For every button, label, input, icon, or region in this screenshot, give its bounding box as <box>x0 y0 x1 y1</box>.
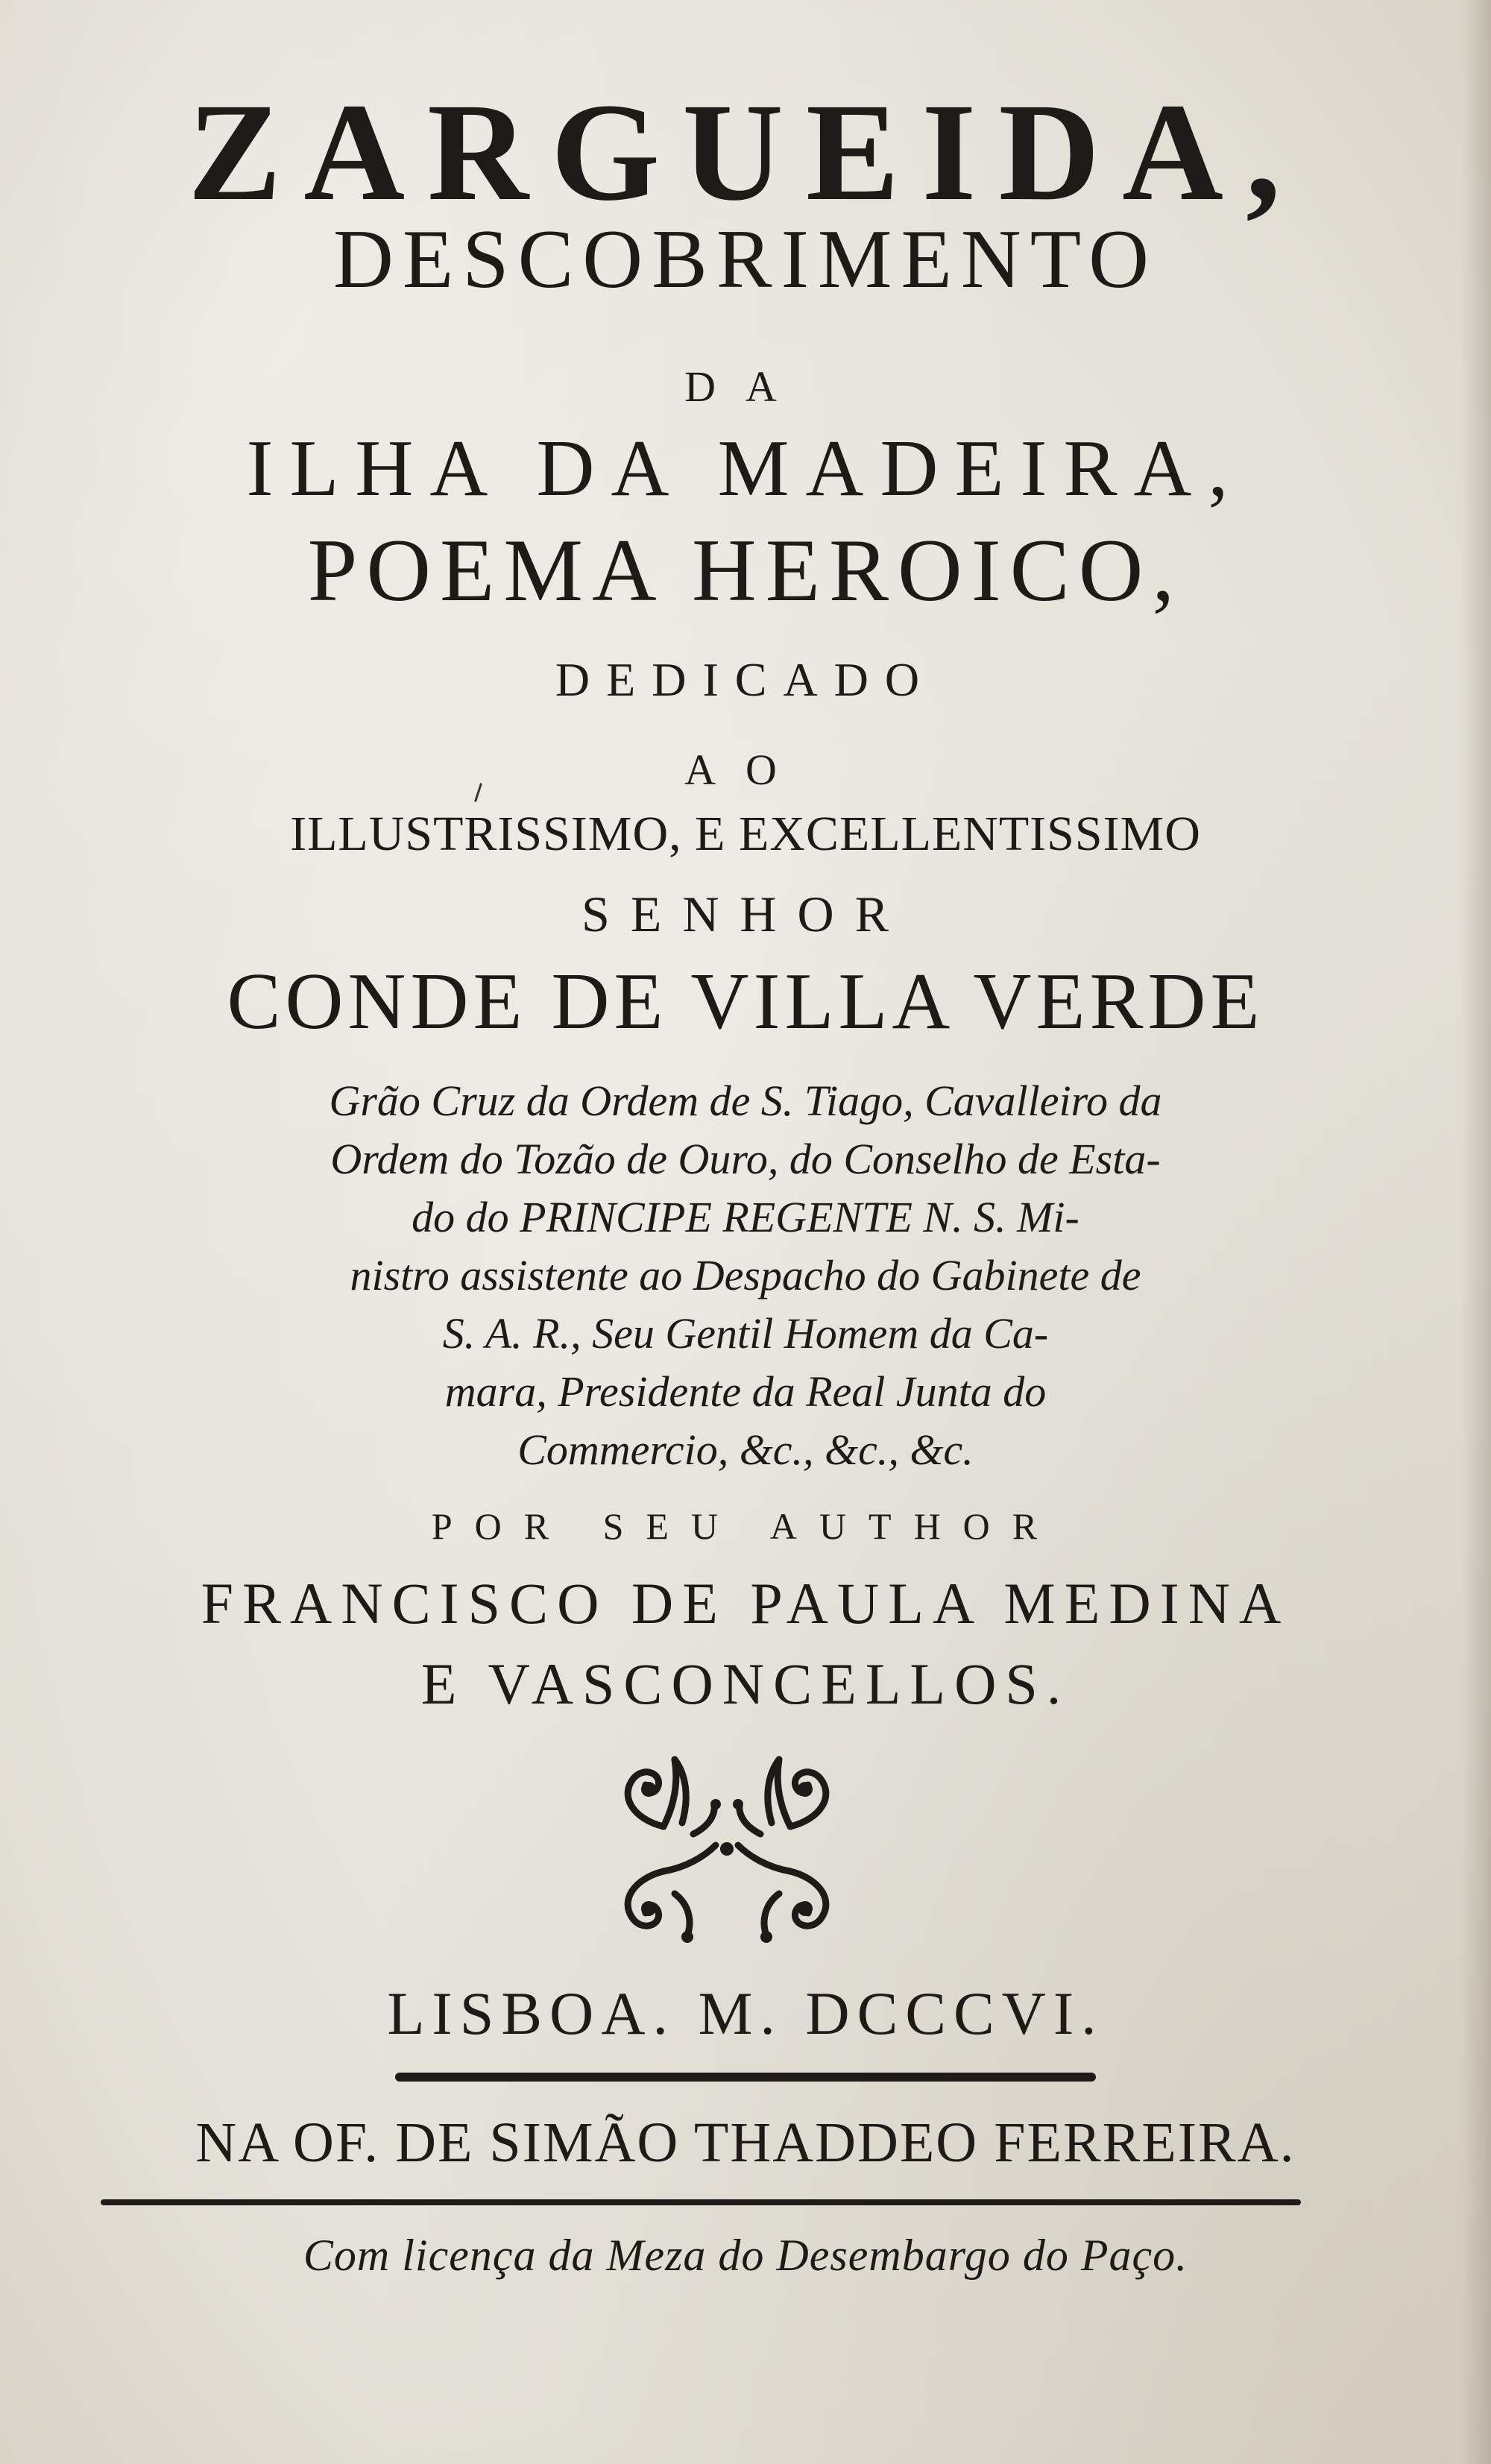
subtitle-ilha-da-madeira: ILHA DA MADEIRA, <box>246 424 1245 513</box>
imprint-printer: NA OF. DE SIMÃO THADDEO FERREIRA. <box>195 2111 1296 2174</box>
dedicatee-titles-line: do do PRINCIPE REGENTE N. S. Mi- <box>412 1193 1079 1241</box>
dedication-dedicado: DEDICADO <box>555 653 936 706</box>
dedicatee-titles-line: Grão Cruz da Ordem de S. Tiago, Cavalleiro da <box>329 1077 1162 1125</box>
dedication-honorific: ILLUSTRISSIMO, E EXCELLENTISSIMO <box>290 807 1201 861</box>
dedicatee-titles-line: nistro assistente ao Despacho do Gabinete de <box>350 1251 1141 1299</box>
dedication-senhor: SENHOR <box>581 886 910 942</box>
subtitle-da: DA <box>684 362 807 411</box>
dedicatee-titles-line: Commercio, &c., &c., &c. <box>517 1425 974 1474</box>
dedicatee-titles-line: Ordem do Tozão de Ouro, do Conselho de Esta- <box>330 1135 1161 1183</box>
book-title: ZARGUEIDA, <box>187 74 1304 230</box>
dedicatee-name: CONDE DE VILLA VERDE <box>227 957 1264 1046</box>
author-byline: POR SEU AUTHOR <box>431 1505 1060 1547</box>
dedicatee-titles-line: S. A. R., Seu Gentil Homem da Ca- <box>442 1309 1049 1358</box>
subtitle-poema-heroico: POEMA HEROICO, <box>307 520 1184 620</box>
author-name-line-2: E VASCONCELLOS. <box>420 1651 1071 1716</box>
fleuron-ornament-icon <box>604 1745 850 1953</box>
subtitle-descobrimento: DESCOBRIMENTO <box>332 213 1159 306</box>
dedication-ao: AO <box>684 746 807 794</box>
divider-rule <box>101 2199 1301 2205</box>
divider-rule <box>395 2073 1096 2082</box>
imprint-place-date: LISBOA. M. DCCCVI. <box>387 1979 1104 2047</box>
imprint-license: Com licença da Meza do Desembargo do Paço. <box>303 2231 1188 2280</box>
author-name-line-1: FRANCISCO DE PAULA MEDINA <box>201 1571 1290 1636</box>
dedicatee-titles-line: mara, Presidente da Real Junta do <box>444 1367 1047 1416</box>
